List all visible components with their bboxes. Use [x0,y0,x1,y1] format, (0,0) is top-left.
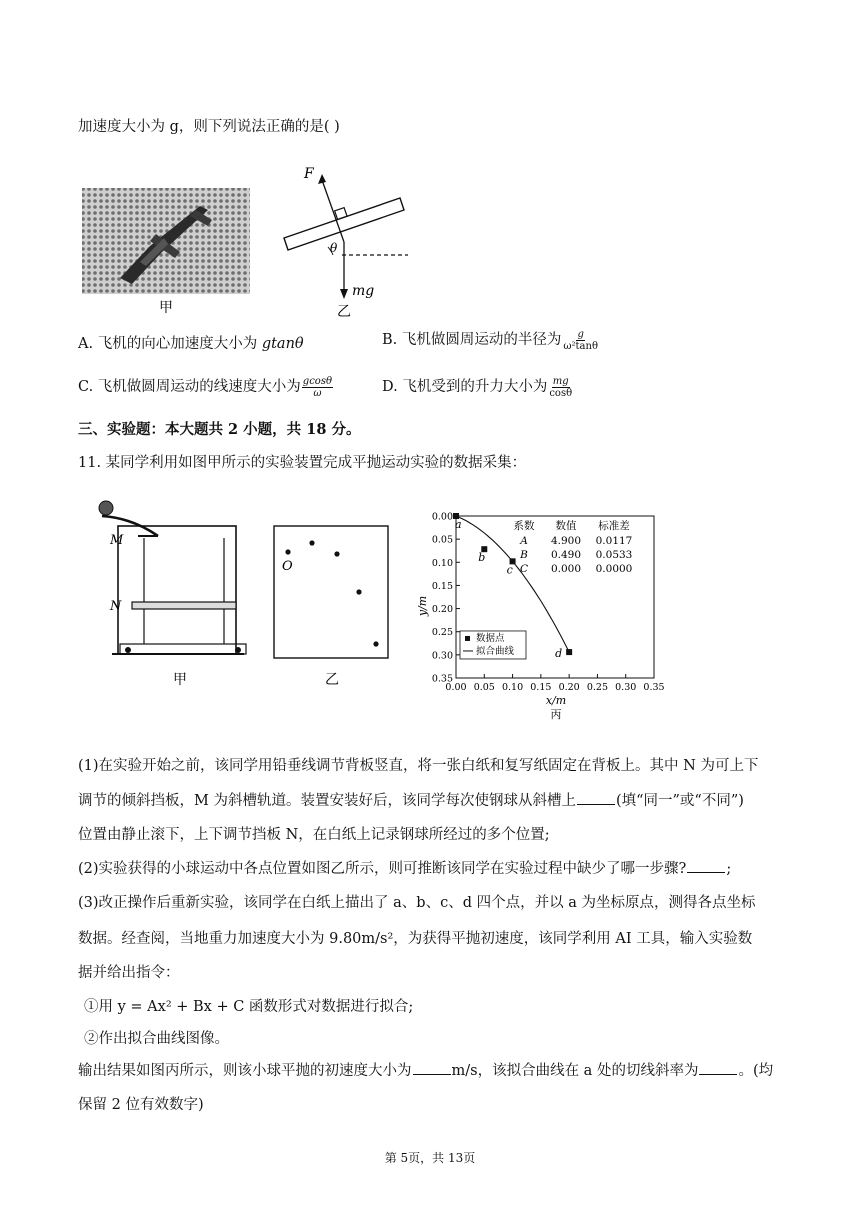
apparatus-jia-label: 甲 [173,672,187,688]
y-tick-label: 0.20 [431,604,453,616]
option-B: B. 飞机做圆周运动的半径为 $\frac{g}{\text{ω²tanθ}}$ [382,328,598,352]
x-tick-label: 0.10 [501,682,524,693]
label-O: O [282,559,293,574]
x-tick-label: 0.35 [643,682,665,693]
para1-line1: (1)在实验开始之前，该同学用铅垂线调节背板竖直，将一张白纸和复写纸固定在背板上。其中 N 为可上下 [78,758,759,774]
legend-label-points: 数据点 [476,632,505,644]
x-tick-label: 0.20 [558,682,580,693]
question-stem-tail: 加速度大小为 g，则下列说法正确的是( ) [78,119,340,135]
fit-table-cell: B [520,549,528,561]
figure-jia-photo [80,186,252,316]
label-N: N [110,599,122,614]
point-label-d: d [555,647,563,661]
fit-table-cell: 0.000 [550,563,582,575]
figure-bing-label: 丙 [550,708,562,721]
fit-table-cell: A [520,535,528,547]
x-tick-label: 0.15 [530,682,552,693]
chart-ylabel: y/m [416,595,429,617]
data-point-d [566,649,572,655]
x-tick-label: 0.25 [586,682,609,693]
fit-table-cell: 0.0000 [595,563,633,575]
point-label-b: b [478,551,486,565]
answer-blank-1[interactable] [577,790,615,805]
theta-label: θ [330,241,338,255]
figure-yi-label: 乙 [337,304,351,320]
fit-table-cell: 0.490 [550,549,582,561]
fit-table-header: 数值 [555,520,577,532]
step-1: ①用 y = Ax² + Bx + C 函数形式对数据进行拟合; [84,999,414,1015]
fit-table-cell: 0.0533 [595,549,633,561]
option-A: A. 飞机的向心加速度大小为 gtanθ [78,336,304,352]
figure-recorded-points [270,522,394,692]
fit-table-cell: 0.0117 [595,535,633,547]
legend-label-curve: 拟合曲线 [476,645,515,657]
para1-line2: 调节的倾斜挡板，M 为斜槽轨道。装置安装好后，该同学每次使钢球从斜槽上 (填“同一”或“不同”) [78,789,744,810]
figure-apparatus [92,498,252,698]
y-tick-label: 0.35 [431,673,453,685]
figure-bing-chart [412,506,668,722]
x-tick-label: 0.05 [473,682,495,693]
x-tick-label: 0.30 [615,682,637,693]
para3-line3: 据并给出指令： [78,965,180,981]
figure-yi-points-label: 乙 [325,672,339,688]
para2: (2)实验获得的小球运动中各点位置如图乙所示，则可推断该同学在实验过程中缺少了哪一步骤? ; [78,857,731,878]
fit-table-cell: 4.900 [550,535,582,547]
para3-line2: 数据。经查阅，当地重力加速度大小为 9.80m/s²，为获得平抛初速度，该同学利用 AI 工具，输入实验数 [78,931,753,947]
force-F-label: F [304,166,314,182]
x-tick-label: 0.00 [445,682,467,693]
para3-line1: (3)改正操作后重新实验，该同学在白纸上描出了 a、b、c、d 四个点，并以 a 为坐标原点，测得各点坐标 [78,895,756,911]
y-tick-label: 0.10 [431,557,453,569]
point-label-c: c [506,563,513,577]
y-tick-label: 0.05 [431,534,453,546]
para1-line3: 位置由静止滚下，上下调节挡板 N，在白纸上记录钢球所经过的多个位置; [78,827,550,843]
y-tick-label: 0.25 [431,627,453,639]
para4-line1: 输出结果如图丙所示，则该小球平抛的初速度大小为 m/s，该拟合曲线在 a 处的切线斜率为 。(均 [78,1059,773,1080]
force-mg-label: mg [352,283,375,299]
figure-jia-label: 甲 [159,300,173,316]
y-tick-label: 0.30 [431,650,453,662]
option-C: C. 飞机做圆周运动的线速度大小为 $\frac{gcos\theta}{\omega}$ [78,375,332,399]
section-title: 三、实验题：本大题共 2 小题，共 18 分。 [78,421,361,438]
point-label-a: a [455,518,462,531]
answer-blank-4[interactable] [699,1060,737,1075]
legend-marker-points [465,636,470,641]
option-D: D. 飞机受到的升力大小为 $\frac{mg}{\cos\theta}$ [382,375,573,399]
answer-blank-3[interactable] [413,1060,451,1075]
question-11-stem: 11. 某同学利用如图甲所示的实验装置完成平抛运动实验的数据采集： [78,455,527,471]
para4-line2: 保留 2 位有效数字) [78,1097,204,1113]
y-tick-label: 0.00 [431,511,453,523]
label-M: M [110,533,124,548]
page-footer: 第 5页，共 13页 [384,1151,476,1165]
y-tick-label: 0.15 [431,580,453,592]
step-2: ②作出拟合曲线图像。 [84,1031,229,1047]
fit-table-header: 标准差 [598,520,630,532]
fit-table-header: 系数 [513,520,535,532]
chart-xlabel: x/m [545,694,567,707]
figure-yi-force-diagram [278,160,418,320]
answer-blank-2[interactable] [687,858,725,873]
fit-table-cell: C [519,563,529,575]
